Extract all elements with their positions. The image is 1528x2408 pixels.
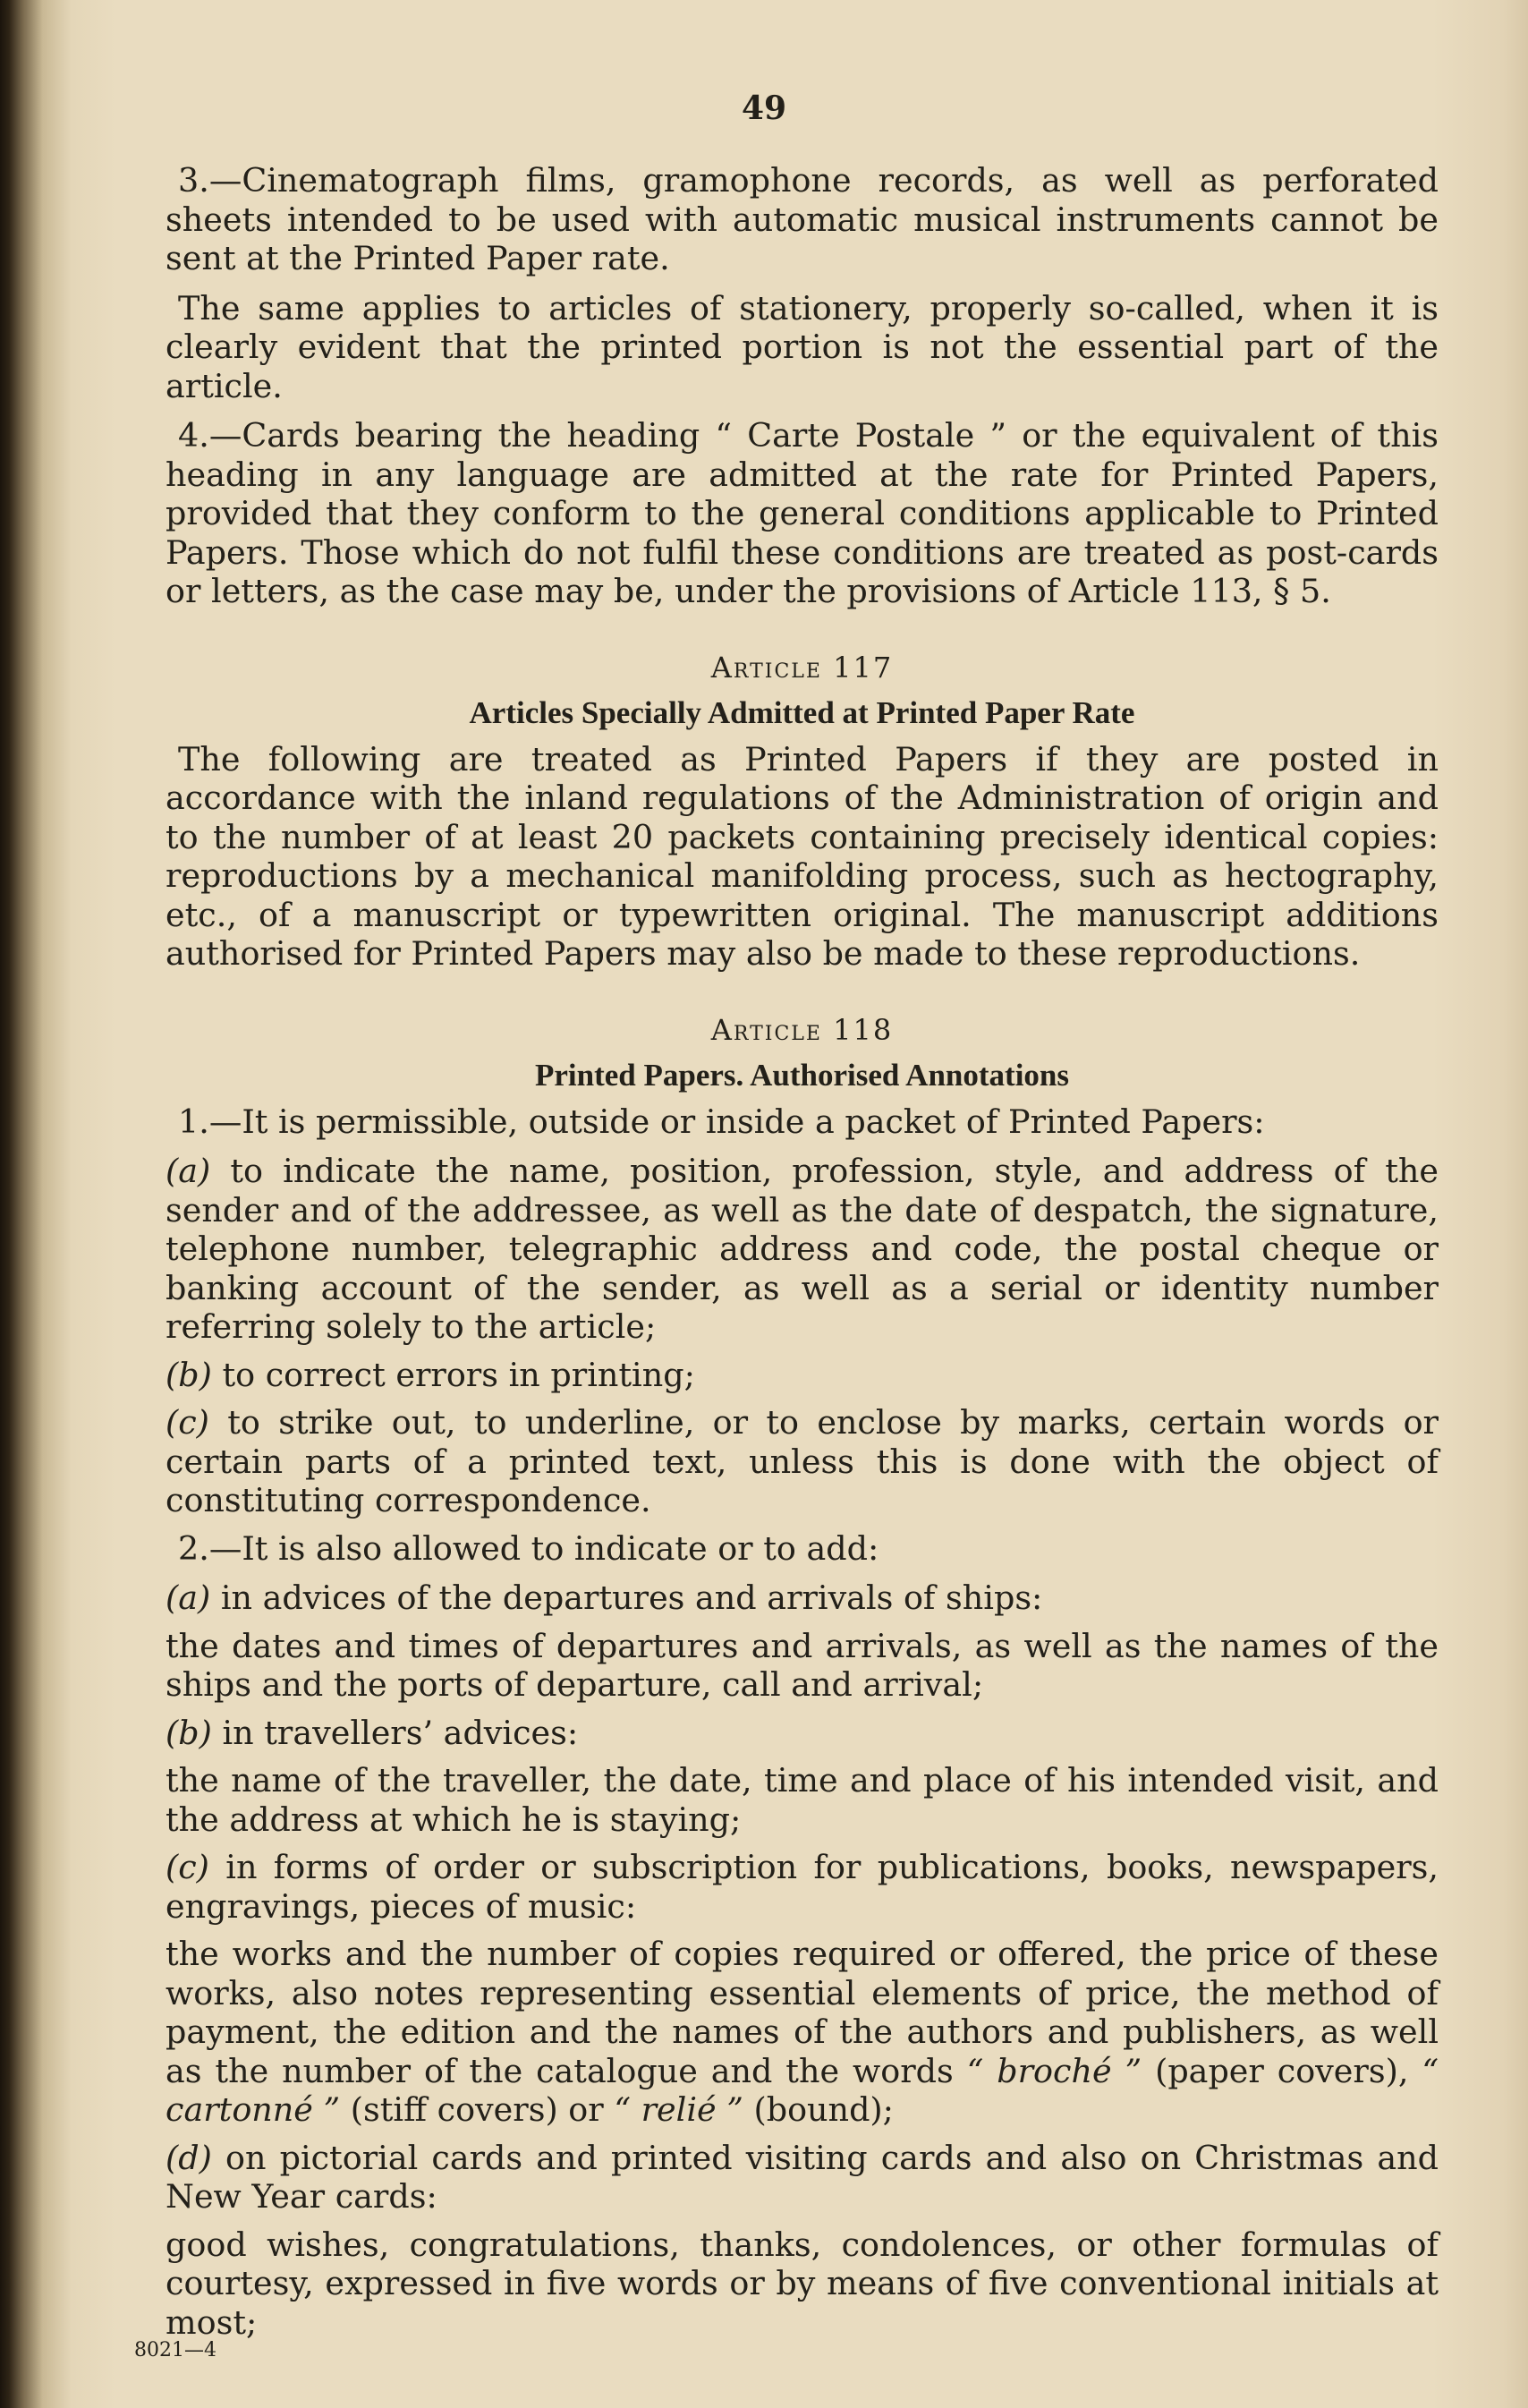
item-heading: in forms of order or subscription for publications, books, newspapers, engravings, pieces of music:: [166, 1848, 1439, 1926]
term-cartonne: “ cartonné ”: [166, 2051, 1439, 2129]
item-text: (bound);: [753, 2090, 894, 2129]
paragraph-3: 3.—Cinematograph films, gramophone records, as well as perforated sheets intended to be used with automatic musical instruments cannot be sent at the Printed Paper rate.: [166, 161, 1439, 277]
item-label: (c): [166, 1403, 209, 1442]
item-label: (a): [166, 1152, 211, 1190]
item-text: (paper covers),: [1155, 2051, 1409, 2090]
section-1-intro: 1.—It is permissible, outside or inside a packet of Printed Papers:: [178, 1102, 1265, 1141]
page-body: [166, 161, 1439, 2351]
section-2-intro: 2.—It is also allowed to indicate or to add:: [178, 1528, 879, 1568]
page-number: 49: [741, 89, 787, 127]
item-text: the works and the number of copies required or offered, the price of these works, also notes representing essential elements of price, the method of payment, the edition and the names of the authors and publishers, as well as the number of the catalogue and the words: [166, 1935, 1439, 2090]
section-2-item-b-text: the name of the traveller, the date, time and place of his intended visit, and the address at which he is staying;: [166, 1761, 1439, 1839]
article-117-text: The following are treated as Printed Papers if they are posted in accordance with the inland regulations of the Administration of origin and to the number of at least 20 packets containing precisely identical copies: reproductions by a mechanical manifolding process, such as hectography, etc., of a manuscript or typewritten original. The manuscript additions authorised for Printed Papers may also be made to these reproductions.: [166, 739, 1439, 973]
paragraph-3-continued: The same applies to articles of stationery, properly so-called, when it is clearly evident that the printed portion is not the essential part of the article.: [166, 288, 1439, 405]
item-text: to indicate the name, position, profession, style, and address of the sender and of the addressee, as well as the date of despatch, the signature, telephone number, telegraphic address and code, the postal cheque or banking account of the sender, as well as a serial or identity number referring solely to the article;: [166, 1152, 1439, 1346]
item-label: (b): [166, 1355, 212, 1394]
section-2-item-b-heading: [166, 1714, 1439, 1753]
article-117-number: Article 117: [710, 650, 894, 685]
paragraph-4: 4.—Cards bearing the heading “ Carte Postale ” or the equivalent of this heading in any language are admitted at the rate for Printed Papers, provided that they conform to the general conditions applicable to Printed Papers. Those which do not fulfil these conditions are treated as post-cards or letters, as the case may be, under the provisions of Article 113, § 5.: [166, 416, 1439, 610]
section-1-item-c: [166, 1403, 1439, 1520]
item-text: (stiff covers) or: [350, 2090, 604, 2129]
article-117-title: Articles Specially Admitted at Printed Paper Rate: [469, 694, 1135, 730]
item-text: to correct errors in printing;: [222, 1355, 695, 1394]
section-2-item-c-heading: [166, 1848, 1439, 1926]
section-1-item-b: [166, 1356, 1439, 1395]
term-broche: “ broché ”: [966, 2051, 1142, 2090]
item-heading: in travellers’ advices:: [222, 1713, 579, 1752]
section-2-item-a-text: the dates and times of departures and arrivals, as well as the names of the ships and the ports of departure, call and arrival;: [166, 1626, 1439, 1704]
article-118-number: Article 118: [710, 1012, 894, 1047]
item-label: (a): [166, 1578, 211, 1617]
item-heading: in advices of the departures and arrivals of ships:: [220, 1578, 1043, 1617]
item-label: (c): [166, 1848, 209, 1886]
printer-code: 8021—4: [134, 2339, 216, 2361]
item-text: to strike out, to underline, or to enclose by marks, certain words or certain parts of a printed text, unless this is done with the object of constituting correspondence.: [166, 1403, 1439, 1519]
section-2-item-d-heading: [166, 2139, 1439, 2217]
item-label: (d): [166, 2138, 212, 2177]
item-label: (b): [166, 1713, 212, 1752]
item-heading: on pictorial cards and printed visiting cards and also on Christmas and New Year cards:: [166, 2138, 1439, 2216]
article-118-title: Printed Papers. Authorised Annotations: [535, 1057, 1069, 1093]
section-2-item-a-heading: [166, 1578, 1439, 1618]
section-2-item-c-text: [166, 1935, 1439, 2130]
section-1-item-a: [166, 1152, 1439, 1347]
term-relie: “ relié ”: [614, 2090, 743, 2129]
section-2-item-d-text: good wishes, congratulations, thanks, condolences, or other formulas of courtesy, expressed in five words or by means of five conventional initials at most;: [166, 2225, 1439, 2342]
